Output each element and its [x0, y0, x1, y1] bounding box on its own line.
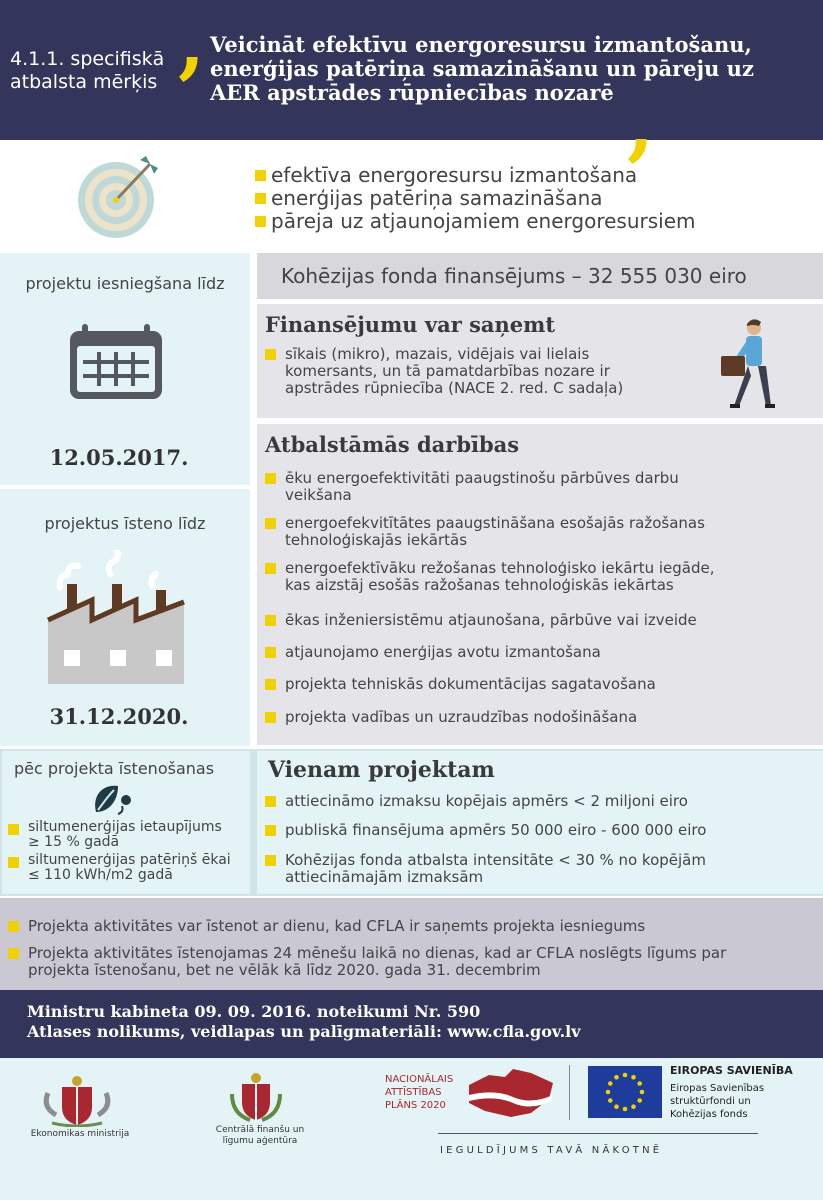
- objective-code-line1: 4.1.1. specifiskā: [10, 48, 165, 70]
- funding-amount: Kohēzijas fonda finansējums – 32 555 030 eiro: [281, 264, 747, 288]
- website-reference[interactable]: Atlases nolikums, veidlapas un palīgmateriāli: www.cfla.gov.lv: [27, 1022, 581, 1041]
- eligibility-heading: Finansējumu var saņemt: [265, 312, 556, 337]
- page-title: [210, 33, 810, 105]
- submission-date: 12.05.2017.: [49, 445, 189, 470]
- activity-item: energoefekvitītātes paaugstināšana esošajās ražošanas tehnoloģiskajās iekārtās: [265, 515, 815, 549]
- activity-item: projekta tehniskās dokumentācijas sagatavošana: [265, 676, 815, 693]
- eu-flag-icon: [588, 1066, 662, 1118]
- activity-item: energoefektīvāku režošanas tehnoloģisko iekārtu iegāde, kas aizstāj esošās ražošanas tehnoloģiskās iekārtas: [265, 560, 815, 594]
- calendar-icon: [67, 322, 165, 402]
- objective-code-line2: atbalsta mērķis: [10, 71, 158, 93]
- eligibility-line1: sīkais (mikro), mazais, vidējais vai lielais: [285, 345, 590, 363]
- slogan: IEGULDĪJUMS TAVĀ NĀKOTNĒ: [440, 1145, 663, 1156]
- bullet-icon: [8, 948, 19, 959]
- bullet-icon: [8, 824, 19, 835]
- activities-heading: Atbalstāmās darbības: [265, 432, 520, 457]
- bullet-icon: [265, 518, 276, 529]
- bullet-icon: [8, 921, 19, 932]
- latvia-map-icon: [465, 1065, 557, 1120]
- eu-title: EIROPAS SAVIENĪBA: [670, 1064, 793, 1077]
- title-line1: Veicināt efektīvu energoresursu izmantošanu,: [210, 32, 752, 57]
- eligibility-item: [265, 346, 705, 397]
- regulation-reference: Ministru kabineta 09. 09. 2016. noteikumi Nr. 590: [27, 1002, 481, 1021]
- ministry-name: Ekonomikas ministrija: [30, 1129, 130, 1139]
- goal-item: enerģijas patēriņa samazināšana: [255, 187, 815, 210]
- implementation-date: 31.12.2020.: [49, 704, 189, 729]
- eco-leaf-icon: [92, 782, 136, 816]
- bullet-icon: [255, 170, 266, 181]
- after-item: siltumenerģijas ietaupījums ≥ 15 % gadā: [8, 820, 248, 850]
- ministry-coat-of-arms-icon: [40, 1075, 115, 1127]
- bullet-icon: [265, 796, 276, 807]
- agency-coat-of-arms-icon: [228, 1072, 284, 1124]
- activity-item: ēku energoefektivitāti paaugstinošu pārbūves darbu veikšana: [265, 470, 815, 504]
- bullet-icon: [265, 712, 276, 723]
- per-project-item: attiecināmo izmaksu kopējais apmērs < 2 miljoni eiro: [265, 793, 815, 810]
- bullet-icon: [255, 193, 266, 204]
- after-project-label: pēc projekta īstenošanas: [14, 759, 215, 778]
- logo-divider: [569, 1065, 570, 1120]
- businessman-icon: [716, 318, 782, 412]
- target-icon: [70, 150, 165, 242]
- bullet-icon: [265, 679, 276, 690]
- slogan-rule: [438, 1133, 758, 1134]
- eu-funds-text: Eiropas Savienības struktūrfondi un Kohēzijas fonds: [670, 1083, 765, 1120]
- bullet-icon: [8, 857, 19, 868]
- title-line3: AER apstrādes rūpniecības nozarē: [210, 80, 614, 105]
- bullet-icon: [265, 473, 276, 484]
- bullet-icon: [265, 825, 276, 836]
- per-project-item: publiskā finansējuma apmērs 50 000 eiro - 600 000 eiro: [265, 822, 815, 839]
- nap-logo-text: NACIONĀLAIS ATTĪSTĪBAS PLĀNS 2020: [385, 1074, 454, 1111]
- bullet-icon: [265, 647, 276, 658]
- factory-icon: [44, 550, 189, 686]
- activity-item: atjaunojamo enerģijas avotu izmantošana: [265, 644, 815, 661]
- activity-item: projekta vadības un uzraudzības nodošināšana: [265, 709, 815, 726]
- bullet-icon: [265, 855, 276, 866]
- bullet-icon: [265, 615, 276, 626]
- note-item: Projekta aktivitātes var īstenot ar dienu, kad CFLA ir saņemts projekta iesniegums: [8, 918, 808, 935]
- implementation-label: projektus īsteno līdz: [44, 514, 206, 533]
- bullet-icon: [265, 563, 276, 574]
- bullet-icon: [255, 216, 266, 227]
- close-quote-mark: ,: [627, 79, 655, 170]
- title-line2: enerģijas patēriņa samazināšanu un pāreju uz: [210, 56, 754, 81]
- per-project-heading: Vienam projektam: [268, 757, 495, 783]
- goals-list: [255, 164, 815, 233]
- goal-item: efektīva energoresursu izmantošana: [255, 164, 815, 187]
- objective-code: [10, 48, 190, 94]
- eligibility-line2: komersants, un tā pamatdarbības nozare ir: [285, 362, 610, 380]
- eligibility-line3: apstrādes rūpniecība (NACE 2. red. C sadaļa): [285, 379, 624, 397]
- goal-item: pāreja uz atjaunojamiem energoresursiem: [255, 210, 815, 233]
- submission-label: projektu iesniegšana līdz: [25, 274, 225, 293]
- after-item: siltumenerģijas patēriņš ēkai ≤ 110 kWh/m2 gadā: [8, 853, 248, 883]
- agency-name: Centrālā finanšu un līgumu aģentūra: [215, 1125, 305, 1146]
- open-quote-mark: ,: [178, 0, 206, 88]
- activity-item: ēkas inženiersistēmu atjaunošana, pārbūve vai izveide: [265, 612, 815, 629]
- per-project-item: Kohēzijas fonda atbalsta intensitāte < 30 % no kopējām attiecināmajām izmaksām: [265, 852, 815, 886]
- bullet-icon: [265, 349, 276, 360]
- note-item: Projekta aktivitātes īstenojamas 24 mēnešu laikā no dienas, kad ar CFLA noslēgts līgums par projekta īstenošanu, bet ne vēlāk kā līdz 2020. gada 31. decembrim: [8, 945, 808, 979]
